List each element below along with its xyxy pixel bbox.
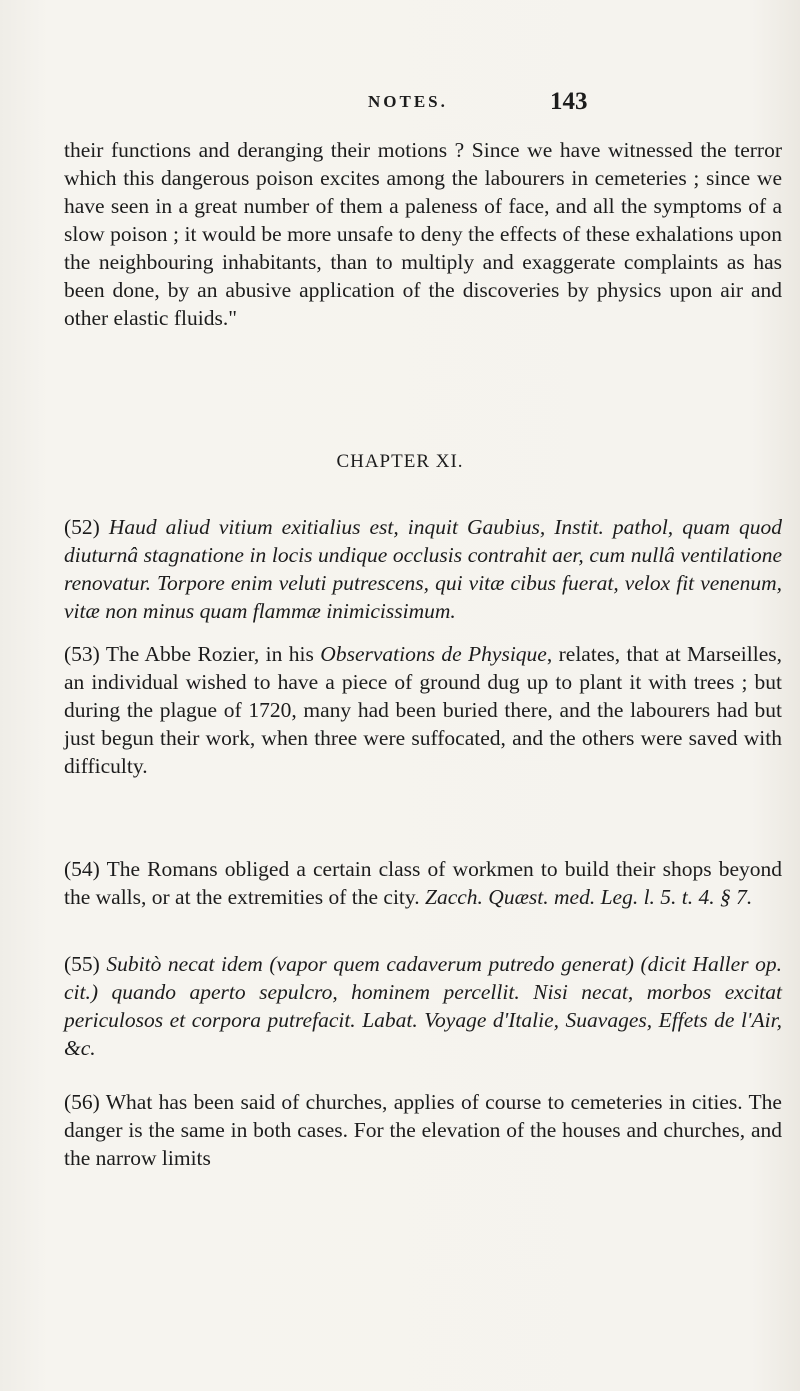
note-54 (64, 855, 782, 911)
note-55 (64, 950, 782, 1062)
note-text: , relates, that at Marseilles, an individual wished to have a piece of ground dug up to plant it with trees ; but during the plague of 1720, many had been buried there, and the labourers had but just begun their work, when three were suffocated, and the others were saved with difficulty. (64, 642, 782, 778)
note-56 (64, 1088, 782, 1172)
note-text: Subitò necat idem (vapor quem cadaverum putredo generat) (dicit Haller op. cit.) quando aperto sepulcro, hominem percellit. Nisi necat, morbos excitat periculosos et corpora putrefacit. Labat. Voyage d'Italie, Suavages, Effets de l'Air, &c. (64, 952, 782, 1060)
note-text: The Abbe Rozier, in his (105, 642, 314, 666)
note-number: (52) (64, 515, 100, 539)
chapter-heading: CHAPTER XI. (336, 451, 464, 472)
note-number: (53) (64, 642, 100, 666)
note-text: Haud aliud vitium exitialius est, inquit Gaubius, Instit. pathol, quam quod diuturnâ stagnatione in locis undique occlusis contrahit aer, cum nullâ ventilatione renovatur. Torpore enim veluti putrescens, qui vitæ cibus fuerat, velox fit venenum, vitæ non minus quam flammæ inimicissimum. (64, 515, 783, 623)
note-53 (64, 640, 782, 780)
note-52 (64, 513, 782, 625)
page-number: 143 (550, 88, 588, 115)
running-head (360, 88, 780, 122)
note-text: What has been said of churches, applies of course to cemeteries in cities. The danger is the same in both cases. For the elevation of the houses and churches, and the narrow limits (64, 1090, 782, 1170)
citation: Zacch. Quæst. med. Leg. l. 5. t. 4. § 7. (425, 885, 753, 909)
cited-work-title: Observations de Physique (320, 642, 547, 666)
note-number: (54) (64, 857, 100, 881)
note-number: (56) (64, 1090, 100, 1114)
note-number: (55) (64, 952, 100, 976)
running-title: NOTES. (368, 92, 448, 111)
note-text: The Romans obliged a certain class of workmen to build their shops beyond the walls, or at the extremities of the city. (64, 857, 782, 909)
paragraph-continuation: their functions and deranging their motions ? Since we have witnessed the terror which this dangerous poison excites among the labourers in cemeteries ; since we have seen in a great number of them a paleness of face, and all the symptoms of a slow poison ; it would be more unsafe to deny the effects of these exhalations upon the neighbouring inhabitants, than to multiply and exaggerate complaints as has been done, by an abusive application of the discoveries by physics upon air and other elastic fluids." (64, 138, 782, 330)
